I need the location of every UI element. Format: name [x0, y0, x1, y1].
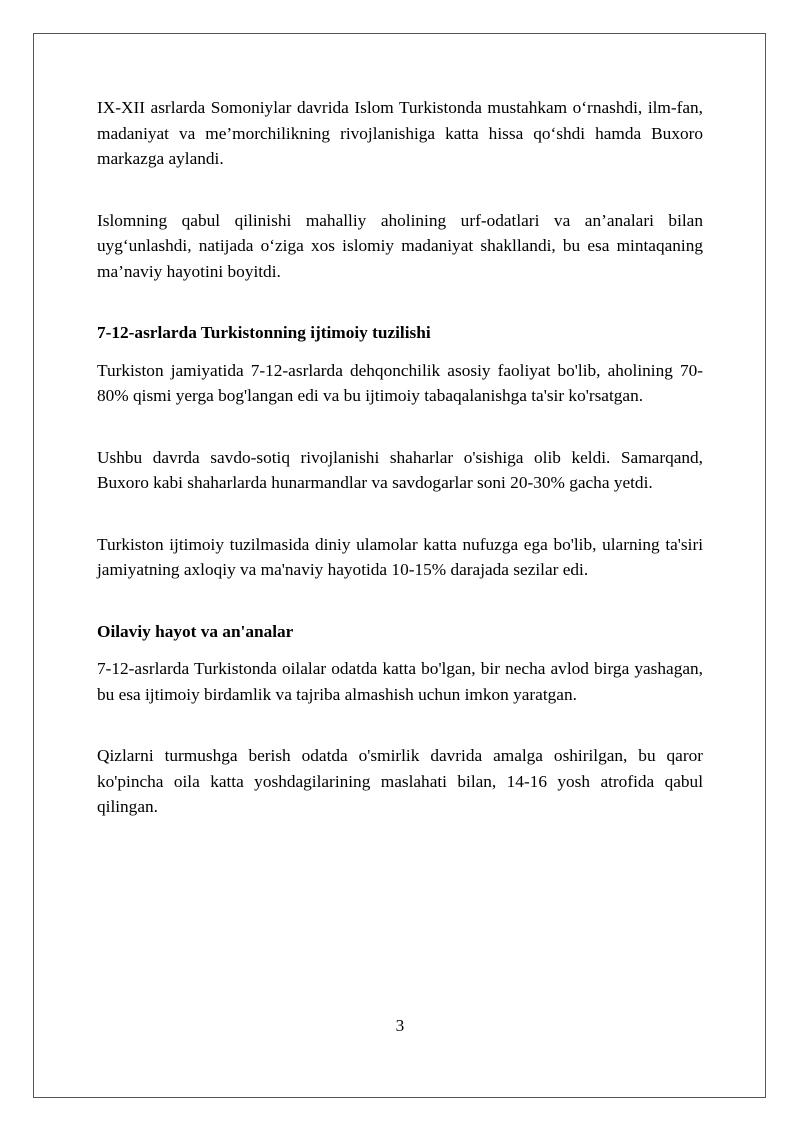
paragraph-dehqonchilik: Turkiston jamiyatida 7-12-asrlarda dehqonchilik asosiy faoliyat bo'lib, aholining 70-80% qismi yerga bog'langan edi va bu ijtimoiy tabaqalanishga ta'sir ko'rsatgan.: [97, 360, 703, 405]
section-heading-ijtimoiy-tuzilish: 7-12-asrlarda Turkistonning ijtimoiy tuzilishi: [97, 323, 431, 342]
paragraph-turmush: Qizlarni turmushga berish odatda o'smirlik davrida amalga oshirilgan, bu qaror ko'pincha oila katta yoshdagilarining maslahati bilan, 14-16 yosh atrofida qabul qilingan.: [97, 746, 703, 816]
paragraph-islom-qabul: Islomning qabul qilinishi mahalliy aholining urf-odatlari va an’analari bilan uyg‘unlashdi, natijada o‘ziga xos islomiy madaniyat shakllandi, bu esa mintaqaning ma’naviy hayotini boyitdi.: [97, 210, 703, 281]
paragraph-oilalar: 7-12-asrlarda Turkistonda oilalar odatda katta bo'lgan, bir necha avlod birga yashagan, bu esa ijtimoiy birdamlik va tajriba almashish uchun imkon yaratgan.: [97, 659, 703, 704]
paragraph-somoniylar: IX-XII asrlarda Somoniylar davrida Islom Turkistonda mustahkam o‘rnashdi, ilm-fan, madaniyat va me’morchilikning rivojlanishiga katta hissa qo‘shdi hamda Buxoro markazga aylandi.: [97, 98, 703, 168]
document-body: [97, 95, 703, 820]
paragraph-savdo-sotiq: Ushbu davrda savdo-sotiq rivojlanishi shaharlar o'sishiga olib keldi. Samarqand, Buxoro kabi shaharlarda hunarmandlar va savdogarlar soni 20-30% gacha yetdi.: [97, 447, 703, 492]
paragraph-diniy-ulamolar: Turkiston ijtimoiy tuzilmasida diniy ulamolar katta nufuzga ega bo'lib, ularning ta'siri jamiyatning axloqiy va ma'naviy hayotida 10-15% darajada sezilar edi.: [97, 534, 703, 579]
section-heading-oilaviy-hayot: Oilaviy hayot va an'analar: [97, 621, 294, 641]
page-number: 3: [395, 1016, 405, 1035]
